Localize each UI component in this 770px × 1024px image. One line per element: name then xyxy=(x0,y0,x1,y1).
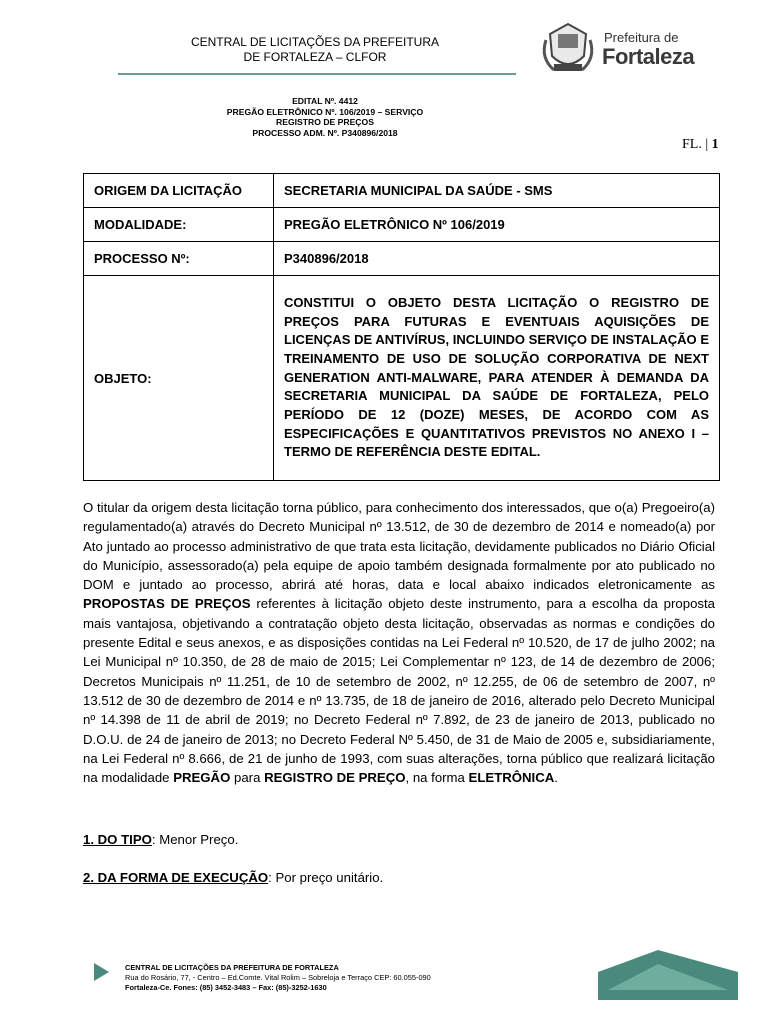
page-number-value: 1 xyxy=(711,137,719,152)
edital-number: EDITAL Nº. 4412 xyxy=(292,96,358,106)
header-org-line2: DE FORTALEZA – CLFOR xyxy=(243,50,387,64)
table-label: ORIGEM DA LICITAÇÃO xyxy=(84,174,274,208)
table-row xyxy=(84,276,720,481)
footer-title: CENTRAL DE LICITAÇÕES DA PREFEITURA DE FORTALEZA xyxy=(125,963,339,972)
table-row xyxy=(84,242,720,276)
prefeitura-logo xyxy=(538,20,718,78)
bold-text: PROPOSTAS DE PREÇOS xyxy=(83,596,251,612)
paragraph-text: referentes à licitação objeto deste instrumento, para a escolha da proposta mais vantajosa, objetivando a contratação objeto desta licitação, observadas as normas e condições do presente Edital e seus anexos, e as disposições contidas na Lei Federal nº 10.520, de 17 de julho 2002; na Lei Municipal nº 10.350, de 28 de maio de 2015; Lei Complementar nº 123, de 14 de dezembro de 2006; Decretos Municipais nº 11.251, de 10 de setembro de 2002, nº 12.255, de 06 de setembro de 2007, nº 13.512 de 30 de dezembro de 2014 e nº 13.735, de 18 de janeiro de 2016, alterado pelo Decreto Municipal nº 14.398 de 11 de abril de 2019; no Decreto Federal nº 7.892, de 23 de janeiro de 2013, publicado no D.O.U. de 24 de janeiro de 2013; no Decreto Federal Nº 5.450, de 31 de Maio de 2005 e, subsidiariamente, na Lei Federal nº 8.666, de 21 de junho de 1993, com suas alterações, torna público que realizará licitação na modalidade xyxy=(83,596,715,786)
processo-adm: PROCESSO ADM. Nº. P340896/2018 xyxy=(252,127,398,138)
section-text: : Menor Preço. xyxy=(151,832,239,847)
bold-text: PREGÃO xyxy=(173,770,231,786)
page-number-label: FL. | xyxy=(682,137,709,152)
page-number xyxy=(682,137,719,153)
licitacao-info-table xyxy=(83,173,720,481)
table-label: PROCESSO Nº: xyxy=(84,242,274,276)
header-divider xyxy=(118,73,516,75)
paragraph-text: para xyxy=(230,770,265,786)
table-value: P340896/2018 xyxy=(274,242,720,276)
paragraph-text: , na forma xyxy=(405,770,469,786)
table-label: MODALIDADE: xyxy=(84,208,274,242)
bold-text: REGISTRO DE PREÇO xyxy=(264,770,406,786)
pregao-number: PREGÃO ELETRÔNICO Nº. 106/2019 – SERVIÇO xyxy=(226,106,424,117)
coat-of-arms-icon xyxy=(538,20,598,78)
header-org-line1: CENTRAL DE LICITAÇÕES DA PREFEITURA xyxy=(190,35,440,49)
table-label: OBJETO: xyxy=(84,276,274,481)
header-organization xyxy=(150,35,480,65)
intro-paragraph xyxy=(83,498,715,787)
objeto-text: CONSTITUI O OBJETO DESTA LICITAÇÃO O REGISTRO DE PREÇOS PARA FUTURAS E EVENTUAIS AQUISIÇÕES DE LICENÇAS DE ANTIVÍRUS, INCLUINDO SERVIÇO DE INSTALAÇÃO E TREINAMENTO DE USO DE SOLUÇÃO CORPORATIVA DE NEXT GENERATION ANTI-MALWARE, PARA ATENDER À DEMANDA DA SECRETARIA MUNICIPAL DA SAÚDE DE FORTALEZA, PELO PERÍODO DE 12 (DOZE) MESES, DE ACORDO COM AS ESPECIFICAÇÕES E QUANTITATIVOS PREVISTOS NO ANEXO I – TERMO DE REFERÊNCIA DESTE EDITAL. xyxy=(274,276,720,481)
paragraph-text: . xyxy=(554,770,558,786)
section-heading: 1. DO TIPO xyxy=(83,832,152,847)
section-tipo xyxy=(83,832,238,847)
section-forma-execucao xyxy=(83,870,383,885)
footer xyxy=(125,963,431,993)
registro-precos: REGISTRO DE PREÇOS xyxy=(276,117,374,127)
footer-decoration-icon xyxy=(598,950,738,1000)
table-value: SECRETARIA MUNICIPAL DA SAÚDE - SMS xyxy=(274,174,720,208)
bold-text: ELETRÔNICA xyxy=(468,770,555,786)
table-row xyxy=(84,208,720,242)
table-row xyxy=(84,174,720,208)
logo-name: Fortaleza xyxy=(602,44,695,69)
edital-heading xyxy=(140,96,510,138)
logo-prefix: Prefeitura de xyxy=(604,30,679,45)
table-value: PREGÃO ELETRÔNICO Nº 106/2019 xyxy=(274,208,720,242)
section-text: : Por preço unitário. xyxy=(268,870,384,885)
section-heading: 2. DA FORMA DE EXECUÇÃO xyxy=(83,870,269,885)
footer-phones: Fortaleza-Ce. Fones: (85) 3452-3483 – Fax: (85)-3252-1630 xyxy=(125,983,327,992)
footer-arrow-icon xyxy=(94,963,109,981)
paragraph-text: O titular da origem desta licitação torna público, para conhecimento dos interessados, que o(a) Pregoeiro(a) regulamentado(a) através do Decreto Municipal nº 13.512, de 30 de dezembro de 2014 e nomeado(a) por Ato juntado ao processo administrativo de que trata esta licitação, devidamente publicados no Diário Oficial do Município, assessorado(a) pela equipe de apoio também designada formalmente por ato publicado no DOM e juntado ao processo, abrirá até horas, data e local abaixo indicados eletronicamente as xyxy=(83,500,715,593)
footer-address: Rua do Rosário, 77, - Centro – Ed.Comte. Vital Rolim – Sobreloja e Terraço CEP: 60.055-090 xyxy=(125,973,431,982)
